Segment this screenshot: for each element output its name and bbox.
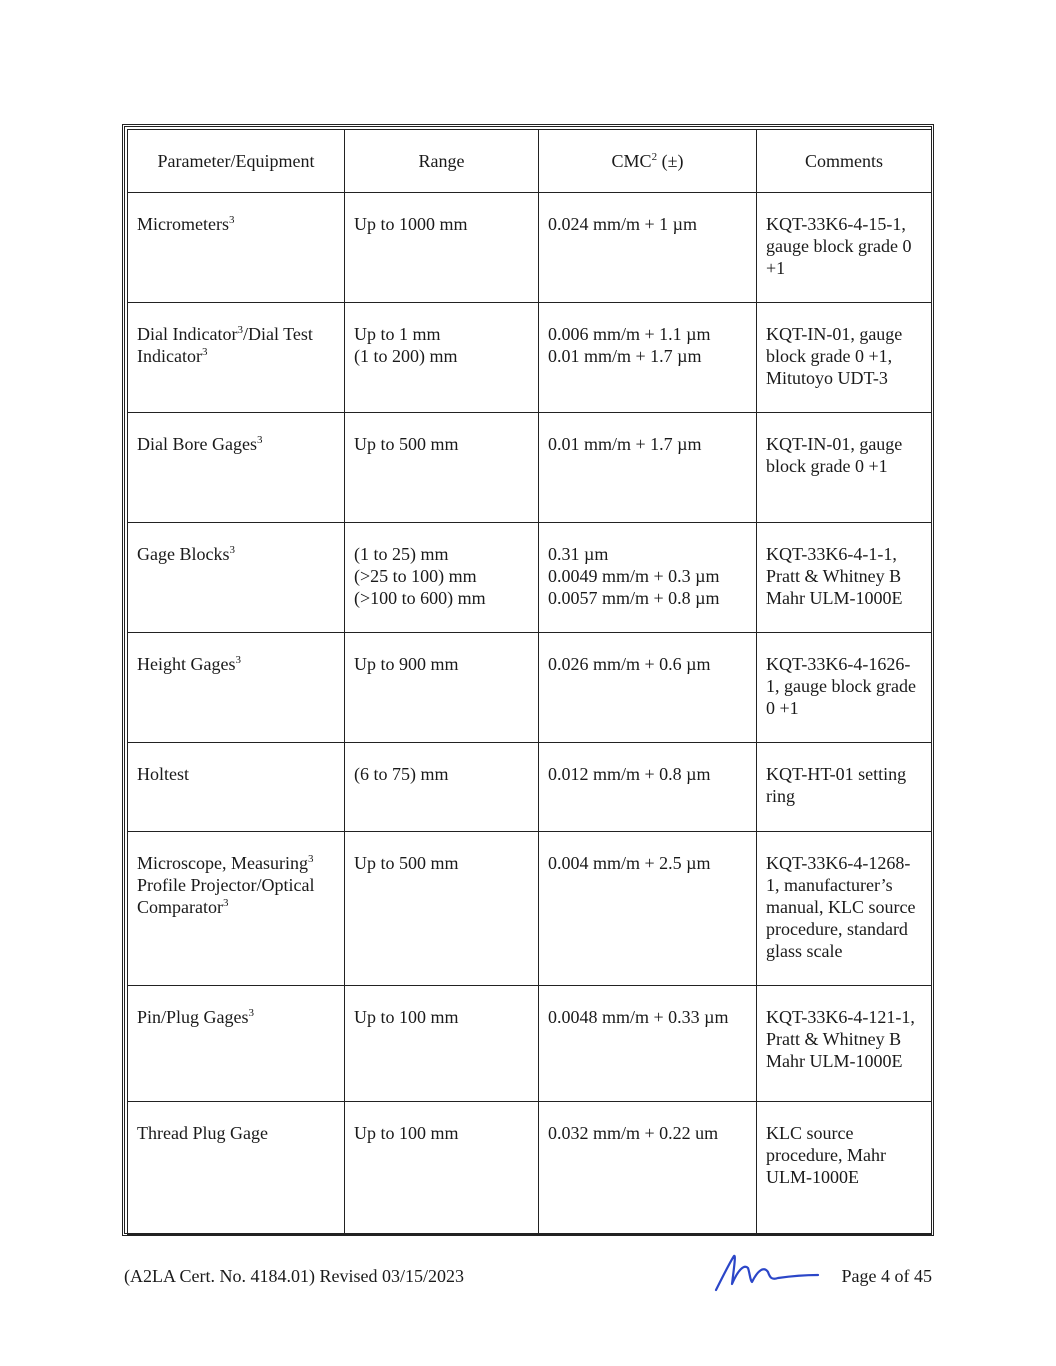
cell-comments: KQT-33K6-4-1268-1, manufacturer’s manual, KLC source procedure, standard glass scale [757,832,932,986]
capability-table-frame [122,124,934,1236]
range-line: Up to 100 mm [354,1123,459,1143]
cell-range [345,303,539,413]
capability-table [127,129,932,1235]
cell-range [345,1102,539,1235]
range-line: (>25 to 100) mm [354,566,477,586]
cell-parameter [128,743,345,832]
footnote-marker: 3 [222,897,229,909]
footnote-marker: 3 [256,434,263,446]
cell-range [345,193,539,303]
header-parameter: Parameter/Equipment [128,130,345,193]
parameter-text: Dial Bore Gages [137,434,257,454]
footnote-marker: 3 [201,346,208,358]
range-line: Up to 500 mm [354,434,459,454]
footnote-marker: 3 [229,544,235,556]
table-row [128,303,932,413]
cmc-line: 0.024 mm/m + 1 µm [548,214,698,234]
table-row [128,633,932,743]
range-line: (6 to 75) mm [354,764,449,784]
cell-parameter [128,413,345,523]
cell-comments: KQT-33K6-4-1626-1, gauge block grade 0 +1 [757,633,932,743]
parameter-text: Dial Indicator [137,324,238,344]
cmc-line: 0.004 mm/m + 2.5 µm [548,853,711,873]
range-line: Up to 900 mm [354,654,459,674]
range-line: Up to 1000 mm [354,214,468,234]
range-line: (>100 to 600) mm [354,588,486,608]
table-row [128,413,932,523]
cmc-line: 0.01 mm/m + 1.7 µm [548,346,702,366]
cell-cmc [539,303,757,413]
parameter-text: Profile Projector/Optical Comparator [137,875,315,917]
table-row [128,832,932,986]
footnote-marker: 3 [235,654,241,666]
range-line: Up to 1 mm [354,324,441,344]
cell-parameter [128,986,345,1102]
table-row [128,193,932,303]
cell-parameter [128,303,345,413]
parameter-text: Height Gages [137,654,236,674]
footnote-marker: 3 [307,853,314,865]
cell-range [345,743,539,832]
cmc-line: 0.0048 mm/m + 0.33 µm [548,1007,729,1027]
cell-cmc [539,743,757,832]
cell-comments: KQT-33K6-4-121-1, Pratt & Whitney B Mahr ULM-1000E [757,986,932,1102]
range-line: (1 to 25) mm [354,544,449,564]
cell-range [345,986,539,1102]
cell-parameter [128,633,345,743]
cmc-line: 0.012 mm/m + 0.8 µm [548,764,711,784]
parameter-text: /Dial Test Indicator [137,324,313,366]
cell-parameter [128,193,345,303]
cell-comments: KQT-IN-01, gauge block grade 0 +1 [757,413,932,523]
cell-range [345,633,539,743]
cell-cmc [539,413,757,523]
table-row [128,986,932,1102]
footnote-marker: 3 [248,1007,255,1019]
parameter-text: Micrometers [137,214,229,234]
cell-parameter [128,832,345,986]
cell-cmc [539,523,757,633]
footnote-marker: 3 [228,214,235,226]
cell-cmc [539,193,757,303]
table-body [128,193,932,1235]
cmc-line: 0.31 µm [548,544,609,564]
parameter-text: Microscope, Measuring [137,853,308,873]
cmc-line: 0.006 mm/m + 1.1 µm [548,324,711,344]
cell-comments: KQT-HT-01 setting ring [757,743,932,832]
table-row [128,743,932,832]
cell-cmc [539,986,757,1102]
cmc-line: 0.0049 mm/m + 0.3 µm [548,566,720,586]
cmc-line: 0.032 mm/m + 0.22 um [548,1123,719,1143]
header-cmc [539,130,757,193]
table-header-row [128,130,932,193]
range-line: (1 to 200) mm [354,346,458,366]
table-row [128,1102,932,1235]
cell-range [345,523,539,633]
footnote-marker: 3 [237,324,243,336]
footnote-marker: 2 [651,151,658,163]
parameter-text: Thread Plug Gage [137,1123,268,1143]
footer-page-number: Page 4 of 45 [841,1266,932,1286]
cell-comments: KQT-33K6-4-1-1, Pratt & Whitney B Mahr ULM-1000E [757,523,932,633]
cmc-line: 0.026 mm/m + 0.6 µm [548,654,711,674]
parameter-text: Gage Blocks [137,544,230,564]
table-row [128,523,932,633]
range-line: Up to 500 mm [354,853,459,873]
cell-parameter [128,1102,345,1235]
cell-comments: KQT-IN-01, gauge block grade 0 +1, Mitutoyo UDT-3 [757,303,932,413]
cell-range [345,832,539,986]
cell-cmc [539,832,757,986]
cell-comments: KLC source procedure, Mahr ULM-1000E [757,1102,932,1235]
range-line: Up to 100 mm [354,1007,459,1027]
parameter-text: Pin/Plug Gages [137,1007,249,1027]
cell-range [345,413,539,523]
header-cmc-suffix: (±) [657,151,684,171]
cell-comments: KQT-33K6-4-15-1, gauge block grade 0 +1 [757,193,932,303]
header-cmc-label: CMC [611,151,652,171]
footer-cert: (A2LA Cert. No. 4184.01) Revised 03/15/2023 [124,1266,464,1286]
header-comments: Comments [757,130,932,193]
header-range: Range [345,130,539,193]
cmc-line: 0.0057 mm/m + 0.8 µm [548,588,720,608]
cell-parameter [128,523,345,633]
signature [712,1248,822,1294]
cell-cmc [539,633,757,743]
cell-cmc [539,1102,757,1235]
cmc-line: 0.01 mm/m + 1.7 µm [548,434,702,454]
parameter-text: Holtest [137,764,189,784]
